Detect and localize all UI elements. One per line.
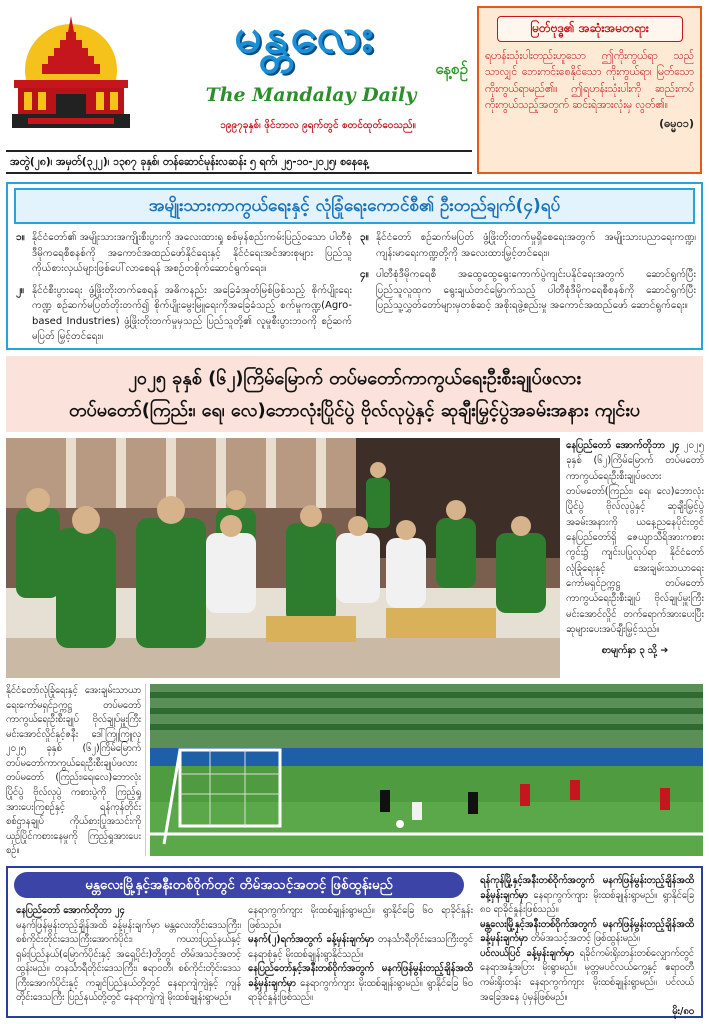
objective-item <box>16 283 352 345</box>
weather-label: မန္တလေးမြို့နှင့်အနီးတစ်ဝိုက်အတွက် မနက်ဖြန်မွန်းတည့်ချိန်အထိ ခန့်မှန်းချက်မှာ <box>480 918 694 945</box>
weather-signature: မိုး/၈၀ <box>672 1006 694 1018</box>
main-story-continued: စာမျက်နှာ ၃ သို့ ➔ <box>601 645 669 657</box>
weather-text: နေရာကွက်ကျား မိုးထစ်ချုန်းရွာမည်။ ရွာနိုင်ခြေ ၆၀ ရာခိုင်နှုန်းဖြစ်သည်။ <box>248 905 473 931</box>
headline-box <box>6 356 703 432</box>
objective-number: ၂။ <box>16 284 24 296</box>
main-story-body: ၂၀၂၅ ခုနှစ် (၆၂)ကြိမ်မြောက် တပ်မတော်ကာကွယ်ရေးဦးစီးချုပ်ဖလား တပ်မတော်(ကြည်း၊ ရေ၊ လေ)ဘောလုံးပြိုင်ပွဲ ဗိုလ်လုပွဲနှင့် ဆုချီးမြှင့်ပွဲအခမ်းအနားကို ယနေ့ညနေပိုင်းတွင် နေပြည်တော်ရှိ ဇေယျာသီရိအားကစားကွင်း၌ ကျင်းပပြုလုပ်ရာ နိုင်ငံတော်လုံခြုံရေးနှင့် အေးချမ်းသာယာရေးကော်မရှင်ဥက္ကဋ္ဌ တပ်မတော်ကာကွယ်ရေးဦးစီးချုပ် ဗိုလ်ချုပ်မှူးကြီး မင်းအောင်လှိုင် တက်ရောက်အားပေးပြီး ဆုများပေးအပ်ချီးမြှင့်သည်။ <box>566 440 704 636</box>
weather-dateline: နေပြည်တော် အောက်တိုဘာ ၂၄ <box>16 905 125 916</box>
objective-item <box>16 230 352 277</box>
main-story-dateline: နေပြည်တော် အောက်တိုဘာ ၂၄ <box>566 440 680 451</box>
objective-text: နိုင်ငံတော် စဉ်ဆက်မပြတ် ဖွံ့ဖြိုးတိုးတက်မှုရှိစေရေးအတွက် အမျိုးသားပညာရေးကဏ္ဍ၊ ကျန်းမာရေးကဏ္ဍတို့ကို အလေးထားမြှင့်တင်ရေး။ <box>376 232 696 259</box>
objectives-column-left <box>16 230 352 351</box>
masthead-subtitle-mm: နေ့စဉ် <box>435 60 468 78</box>
weather-label: ရန်ကုန်မြို့နှင့်အနီးတစ်ဝိုက်အတွက် မနက်ဖြန်မွန်းတည့်ချိန်အထိ ခန့်မှန်းချက်မှာ <box>480 875 694 901</box>
objective-text: ပါတီစုံဒီမိုကရေစီ အထွေထွေရွေးကောက်ပွဲကျင်းပနိုင်ရေးအတွက် ဆောင်ရွက်ပြီး ပြည်သူလူထုက ရွေးချယ်တင်မြှောက်သည့် ပါတီစုံဒီမိုကရေစီစနစ်ကို ဆောင်ရွက်ပြီး ပြည်သူ့လွှတ်တော်များမှတစ်ဆင့် အစိုးရဖွဲ့စည်းမှု အကောင်အထည်ဖော် ဆောင်ရွက်ရေး။ <box>376 269 696 311</box>
pagoda-logo-icon <box>8 8 134 138</box>
objective-text: နိုင်ငံတော်၏ အမျိုးသားအကျိုးစီးပွားကို အလေးထားရှု စစ်မှန်စည်းကမ်းပြည့်ဝသော ပါတီစုံဒီမိုကရေစီစနစ်ကို အကောင်အထည်ဖော်နိုင်ရေးနှင့် နိုင်ငံရေးအင်အားစုများ ပြည်သူကိုယ်စားလှယ်များဖြစ်ပေါ်လာစေရန် အစဉ်တစိုက်ဆောင်ရွက်ရေး။ <box>32 232 352 274</box>
weather-text: ရခိုင်ကမ်းရိုးတန်းတစ်လျှောက်တွင် နေရာအနှံ့အပြား မိုးရွာမည်။ မုတ္တမပင်လယ်ကွေ့နှင့် ဧရာဝတီကမ်းရိုးတန်း နေရာကွက်ကျား မိုးထစ်ချုန်းရွာမည်။ ပင်လယ်အခြေအနေ ပုံမှန်ဖြစ်မည်။ <box>480 947 694 1003</box>
masthead-title-mm: မန္တလေး <box>234 8 376 64</box>
main-story <box>566 438 704 678</box>
weather-text: နေရာကွက်ကျား မိုးထစ်ချုန်းရွာမည်။ ရွာနိုင်ခြေ ၈၀ ရာခိုင်နှုန်းဖြစ်သည်။ <box>480 889 694 916</box>
weather-label: မနက်(၂)ရက်အတွက် ခန့်မှန်းချက်မှာ <box>248 934 375 946</box>
objective-number: ၄။ <box>360 269 369 280</box>
weather-column-1 <box>16 904 241 1006</box>
weather-column-3 <box>480 874 694 1020</box>
objective-item <box>360 267 696 314</box>
objectives-heading: အမျိုးသားကာကွယ်ရေးနှင့် လုံခြုံရေးကောင်စီ၏ ဦးတည်ချက်(၄)ရပ် <box>14 188 695 224</box>
masthead-tagline: ၁၉၉၇ခုနှစ်၊ ဖိုင်ဘာလ ၉ရက်တွင် စတင်ထုတ်ဝေသည်။ <box>220 120 416 131</box>
weather-story <box>6 866 703 1018</box>
football-match-photo <box>150 684 703 856</box>
headline-line-1: ၂၀၂၅ ခုနှစ် (၆၂)ကြိမ်မြောက် တပ်မတော်ကာကွယ်ရေးဦးစီးချုပ်ဖလား <box>128 368 581 389</box>
weather-column-2 <box>248 904 473 1006</box>
weather-text: နေရာကွက်ကျား မိုးထစ်ချုန်းရွာမည်။ ရွာနိုင်ခြေ ၆၀ ရာခိုင်နှုန်းဖြစ်သည်။ <box>248 977 473 1004</box>
weather-heading: မန္တလေးမြို့နှင့်အနီးတစ်ဝိုက်တွင် တိမ်အသင့်အတင့် ဖြစ်ထွန်းမည် <box>14 872 464 898</box>
notice-title: မြတ်ဗုဒ္ဓ၏ အဆုံးအမတရား <box>497 16 683 42</box>
ceremony-photo <box>6 438 560 678</box>
masthead-title-en: The Mandalay Daily <box>205 84 417 106</box>
weather-text: မနက်ဖြန်မွန်းတည့်ချိန်အထိ ခန့်မှန်းချက်မှာ မန္တလေးတိုင်းဒေသကြီး၊ စစ်ကိုင်းတိုင်းဒေသကြီးအောက်ပိုင်း၊ ကယားပြည်နယ်နှင့် ရှမ်းပြည်နယ်(မြောက်ပိုင်းနှင့် အရှေ့ပိုင်း)တို့တွင် တိမ်အသင့်အတင့်ထွန်းမည်။ တနင်္သာရီတိုင်းဒေသကြီး၊ ဧရာဝတီ၊ စစ်ကိုင်းတိုင်းဒေသကြီးအောက်ပိုင်းနှင့် ကချင်ပြည်နယ်တို့တွင် နေရာကျဲကျဲနှင့် ကျန်တိုင်းဒေသကြီး ပြည်နယ်တို့တွင် နေရာကျဲကျဲ မိုးထစ်ချုန်းရွာမည်။ <box>16 919 241 1004</box>
objectives-column-right <box>360 230 696 320</box>
objective-item <box>360 230 696 261</box>
weather-text: တိမ်အသင့်အတင့် ဖြစ်ထွန်းမည်။ <box>530 933 640 945</box>
photo-caption: နိုင်ငံတော်လုံခြုံရေးနှင့် အေးချမ်းသာယာရေးကော်မရှင်ဥက္ကဋ္ဌ တပ်မတော်ကာကွယ်ရေးဦးစီးချုပ် ဗိုလ်ချုပ်မှူးကြီး မင်းအောင်လှိုင်နှင့်ဇနီး ဒေါ်ကြူကြူလှ ၂၀၂၅ ခုနှစ် (၆၂)ကြိမ်မြောက် တပ်မတော်ကာကွယ်ရေးဦးစီးချုပ်ဖလား တပ်မတော် (ကြည်း၊ရေ၊လေ)ဘောလုံးပြိုင်ပွဲ ဗိုလ်လုပွဲ ကစားပွဲကို ကြည့်ရှုအားပေးကြစဉ်နှင့် ရန်ကုန်တိုင်းစစ်ဌာနချုပ် ကိုယ်စားပြုအသင်းကို ယှဉ်ပြိုင်ကစားနေမှုကို ကြည့်ရှုအားပေးစဉ်။ <box>6 684 146 856</box>
headline-line-2: တပ်မတော်(ကြည်း၊ ရေ၊ လေ)ဘောလုံးပြိုင်ပွဲ ဗိုလ်လုပွဲနှင့် ဆုချီးမြှင့်ပွဲအခမ်းအနား ကျင်းပ <box>68 400 641 421</box>
objective-number: ၃။ <box>360 232 369 243</box>
objectives-section <box>6 182 703 350</box>
weather-text: တနင်္သာရီတိုင်းဒေသကြီးတွင် နေရာစုံနှင့် မိုးထစ်ချုန်းရွာနိုင်သည်။ <box>248 934 473 960</box>
weather-label: နေပြည်တော်နှင့်အနီးတစ်ဝိုက်အတွက် မနက်ဖြန်မွန်းတည့်ချိန်အထိ ခန့်မှန်းချက်မှာ <box>248 963 473 989</box>
weather-label: ပင်လယ်ပြင် ခန့်မှန်းချက်မှာ <box>480 947 575 959</box>
objective-number: ၁။ <box>16 232 25 243</box>
notice-box <box>477 6 702 174</box>
notice-code: (ဓမ္မ၀၁) <box>659 117 694 131</box>
notice-body: ရဟန်းသုံးပါးတည်းဟူသော ဤကိုးကွယ်ရာ သည်သာလျှင် ဘေးကင်းစေနိုင်သော ကိုးကွယ်ရာ၊ မြတ်သော ကိုးကွယ်ရာမည်၏။ ဤရဟန်းသုံးပါးကို ဆည်းကပ်ကိုးကွယ်သည့်အတွက် ဆင်းရဲအားလုံးမှ လွတ်၏။ <box>485 50 694 111</box>
objective-text: နိုင်ငံစီးပွားရေး ဖွံ့ဖြိုးတိုးတက်စေရန် အဓိကနည်း အခြေခံအုတ်မြစ်ဖြစ်သည့် စိုက်ပျိုးရေးကဏ္ဍ စဉ်ဆက်မပြတ်တိုးတက်၍ စိုက်ပျိုးမွေးမြူရေးကိုအခြေခံသည့် စက်မှုကဏ္ဍ(Agro-based Industries) ဖွံ့ဖြိုးတိုးတက်မှုမှသည် ပြည်သူတို့၏ လူမှုစီးပွားဘဝကို စဉ်ဆက်မပြတ် မြှင့်တင်ရေး။ <box>32 284 352 342</box>
issue-line: အတွဲ(၂၈)၊ အမှတ်(၃၂၂)၊ ၁၃၈၇ ခုနှစ်၊ တန်ဆောင်မုန်းလဆန်း ၅ ရက်၊ ၂၅-၁၀-၂၀၂၅၊ စနေနေ့ <box>6 150 472 174</box>
